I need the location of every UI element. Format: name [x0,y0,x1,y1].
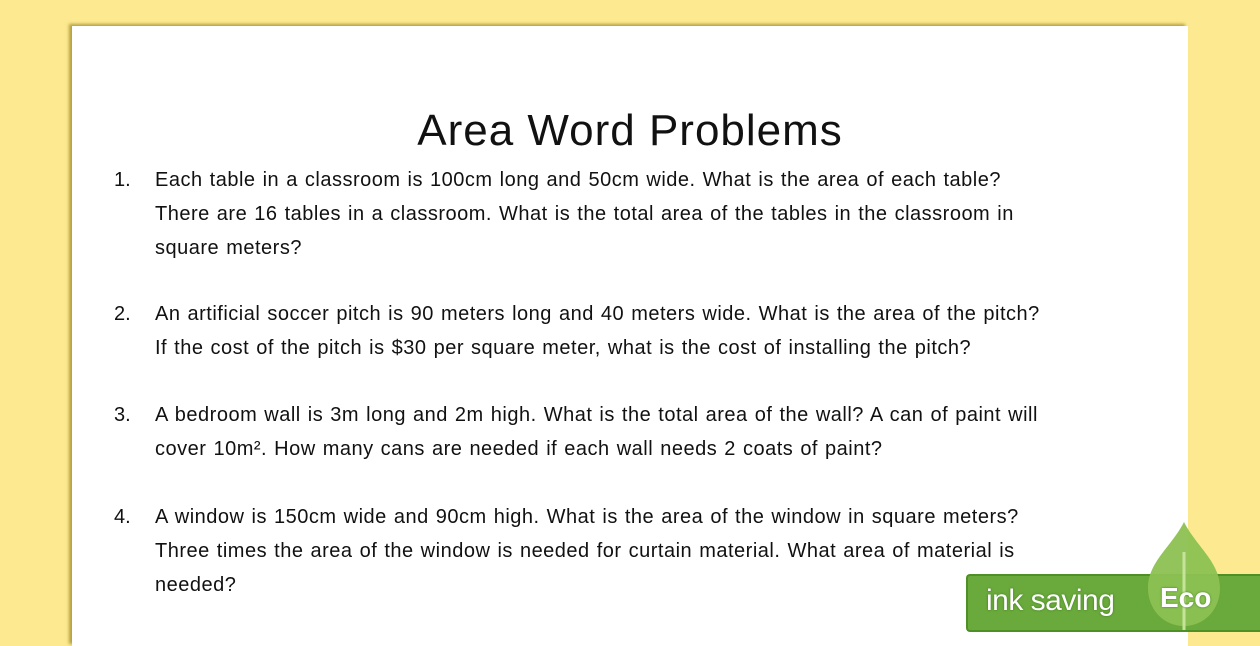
question-text: Each table in a classroom is 100cm long and 50cm wide. What is the area of each table? [155,169,1001,191]
question-text: An artificial soccer pitch is 90 meters long and 40 meters wide. What is the area of the pitch? [155,303,1040,325]
page-title: Area Word Problems [417,106,843,155]
question-text: Three times the area of the window is needed for curtain material. What area of material is [155,540,1015,562]
question-text: If the cost of the pitch is $30 per square meter, what is the cost of installing the pitch? [155,337,972,359]
question-text: needed? [155,574,237,596]
ink-saving-label: ink saving [986,584,1115,617]
question-text: A window is 150cm wide and 90cm high. What is the area of the window in square meters? [155,506,1019,528]
question-number: 2. [114,303,131,325]
question-text: cover 10m². How many cans are needed if each wall needs 2 coats of paint? [155,438,883,460]
question-number: 1. [114,169,131,191]
question-number: 3. [114,404,131,426]
eco-label: Eco [1160,582,1212,613]
question-number: 4. [114,506,131,528]
question-text: A bedroom wall is 3m long and 2m high. What is the total area of the wall? A can of paint will [155,404,1038,426]
worksheet-page [72,26,1188,646]
question-text: square meters? [155,237,302,259]
question-text: There are 16 tables in a classroom. What is the total area of the tables in the classroom in [155,203,1014,225]
